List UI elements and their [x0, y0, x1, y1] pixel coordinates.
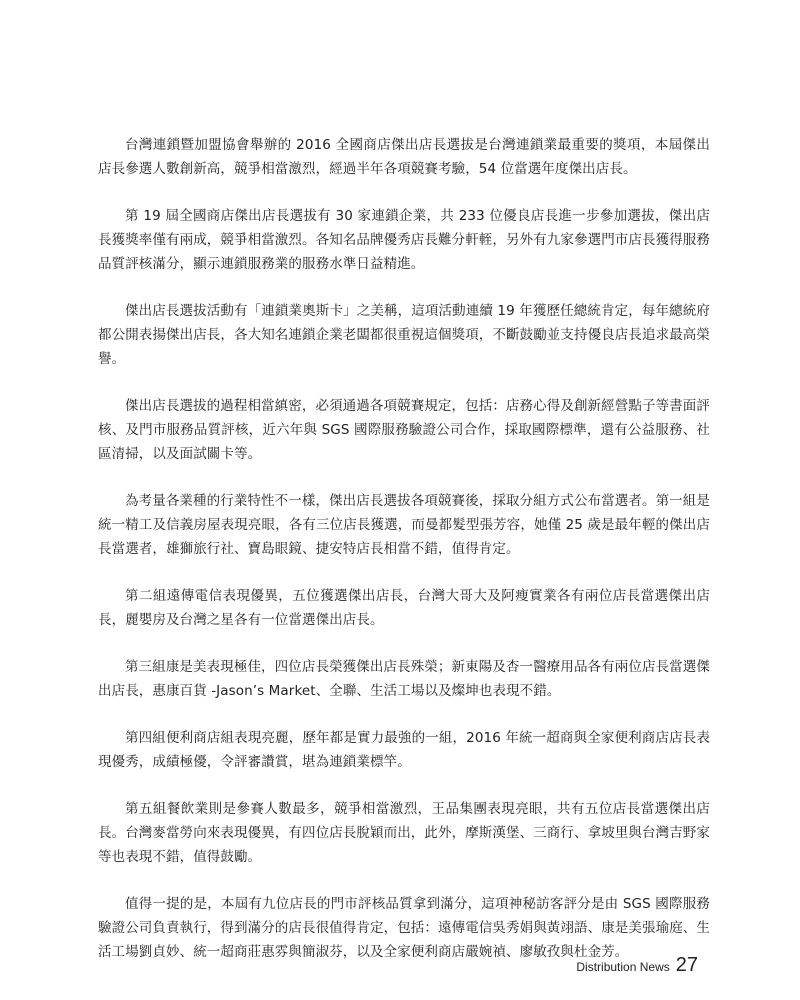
article-body	[98, 133, 710, 987]
page-footer	[576, 954, 698, 977]
paragraph-7: 第三組康是美表現極佳，四位店長榮獲傑出店長殊榮；新東陽及杏一醫療用品各有兩位店長當選傑出店長，惠康百貨 -Jason’s Market、全聯、生活工場以及燦坤也表現不錯。	[98, 659, 710, 699]
paragraph-8: 第四組便利商店組表現亮麗，歷年都是實力最強的一組，2016 年統一超商與全家便利商店店長表現優秀，成績極優，令評審讚賞，堪為連鎖業標竿。	[98, 730, 710, 770]
page-number: 27	[675, 954, 698, 976]
paragraph-6: 第二組遠傳電信表現優異，五位獲選傑出店長，台灣大哥大及阿瘦實業各有兩位店長當選傑出店長，麗嬰房及台灣之星各有一位當選傑出店長。	[98, 588, 710, 628]
paragraph-10: 值得一提的是，本屆有九位店長的門市評核品質拿到滿分，這項神秘訪客評分是由 SGS 國際服務驗證公司負責執行，得到滿分的店長很值得肯定，包括：遠傳電信吳秀娟與黃翊語、康是美張瑜庭、生活工場劉貞妙、統一超商莊惠雰與簡淑芬，以及全家便利商店嚴婉禎、廖敏孜與杜金芳。	[98, 896, 710, 960]
publication-name: Distribution News	[576, 960, 670, 974]
paragraph-2: 第 19 屆全國商店傑出店長選拔有 30 家連鎖企業，共 233 位優良店長進一步參加選拔，傑出店長獲獎率僅有兩成，競爭相當激烈。各知名品牌優秀店長難分軒輊，另外有九家參選門市店長獲得服務品質評核滿分，顯示連鎖服務業的服務水準日益精進。	[98, 208, 710, 272]
paragraph-9: 第五組餐飲業則是參賽人數最多，競爭相當激烈，王品集團表現亮眼，共有五位店長當選傑出店長。台灣麥當勞向來表現優異，有四位店長脫穎而出，此外，摩斯漢堡、三商行、拿坡里與台灣吉野家等也表現不錯，值得鼓勵。	[98, 801, 710, 865]
paragraph-5: 為考量各業種的行業特性不一樣，傑出店長選拔各項競賽後，採取分組方式公布當選者。第一組是統一精工及信義房屋表現亮眼，各有三位店長獲選，而曼都髮型張芳容，她僅 25 歲是最年輕的傑出店長當選者，雄獅旅行社、寶島眼鏡、捷安特店長相當不錯，值得肯定。	[98, 493, 710, 557]
paragraph-1: 台灣連鎖暨加盟協會舉辦的 2016 全國商店傑出店長選拔是台灣連鎖業最重要的獎項，本屆傑出店長參選人數創新高，競爭相當激烈，經過半年各項競賽考驗，54 位當選年度傑出店長。	[98, 137, 710, 177]
paragraph-3: 傑出店長選拔活動有「連鎖業奧斯卡」之美稱，這項活動連續 19 年獲歷任總統肯定，每年總統府都公開表揚傑出店長，各大知名連鎖企業老闆都很重視這個獎項，不斷鼓勵並支持優良店長追求最高榮譽。	[98, 303, 710, 367]
paragraph-4: 傑出店長選拔的過程相當縝密，必須通過各項競賽規定，包括：店務心得及創新經營點子等書面評核、及門市服務品質評核，近六年與 SGS 國際服務驗證公司合作，採取國際標準，還有公益服務、社區清掃，以及面試關卡等。	[98, 398, 710, 462]
